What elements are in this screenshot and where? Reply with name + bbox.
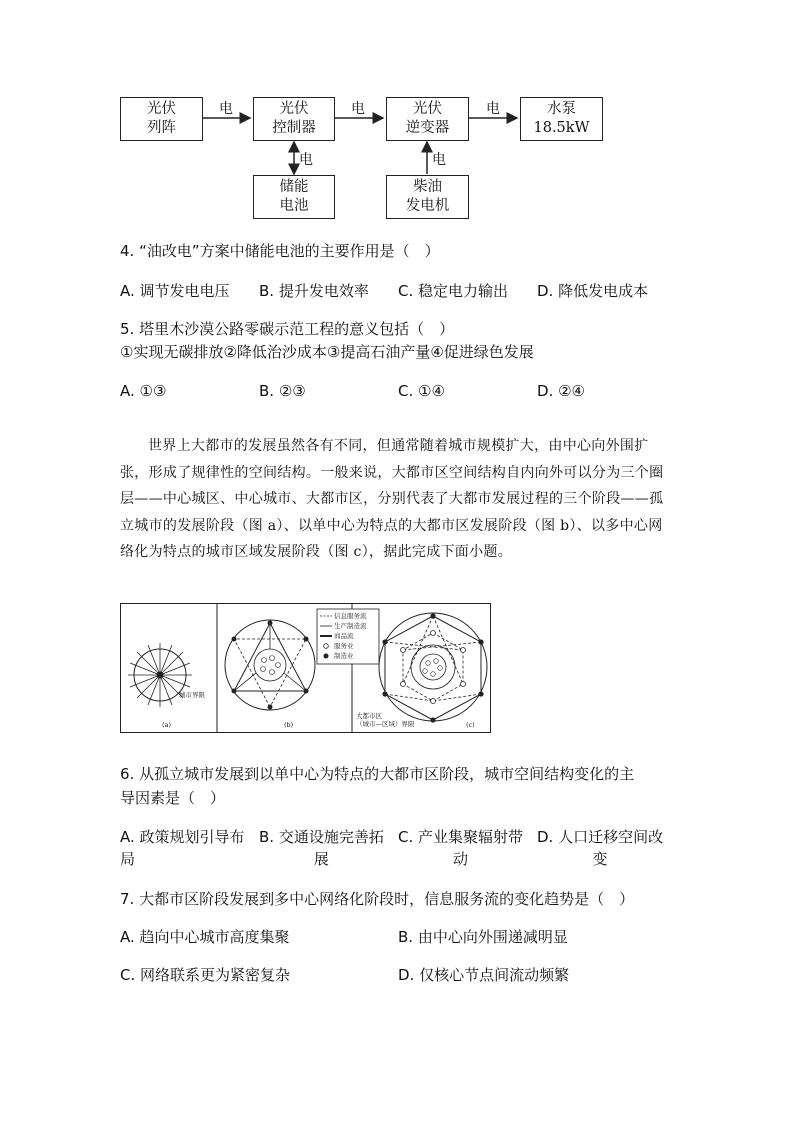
- q6-option-a-line-2: 局: [120, 850, 136, 868]
- pv-controller-label-1: 光伏: [279, 101, 309, 117]
- q6-option-b-line-1: B. 交通设施完善拓: [259, 828, 384, 846]
- diesel-label-1: 柴油: [413, 179, 442, 195]
- battery-box: [253, 175, 335, 219]
- q4-option-b[interactable]: B. 提升发电效率: [259, 282, 369, 300]
- diesel-box: [386, 175, 469, 219]
- question-4-stem: 4. “油改电”方案中储能电池的主要作用是（ ）: [120, 242, 440, 260]
- panel-label-c: (c): [466, 721, 475, 729]
- label-city-boundary: 城市界限: [179, 691, 205, 699]
- pump-label-2: 18.5kW: [533, 120, 590, 136]
- q4-option-d[interactable]: D. 降低发电成本: [537, 282, 649, 300]
- q6-option-b[interactable]: [259, 826, 384, 870]
- legend-manufacturing: 制造业: [334, 652, 354, 660]
- edge-label-2: 电: [351, 101, 365, 117]
- edge-label-5: 电: [432, 152, 446, 168]
- label-metro-area: 大都市区: [356, 712, 382, 720]
- battery-label-1: 储能: [279, 179, 309, 195]
- edge-label-4: 电: [299, 152, 313, 168]
- q7-option-a[interactable]: A. 趋向中心城市高度集聚: [120, 928, 290, 946]
- legend-info-flow: 信息服务流: [334, 612, 367, 620]
- pv-inverter-label-2: 逆变器: [405, 120, 450, 136]
- pv-controller-label-2: 控制器: [272, 120, 316, 136]
- label-region-boundary: （城市—区域）界限: [356, 720, 415, 728]
- q6-option-b-line-2: 展: [313, 850, 329, 868]
- pump-box: [520, 97, 603, 141]
- panel-label-a: (a): [162, 721, 172, 729]
- q5-option-b[interactable]: B. ②③: [259, 382, 306, 400]
- q6-option-d[interactable]: [537, 826, 663, 870]
- pv-array-label-1: 光伏: [147, 101, 176, 117]
- question-6-stem-line-1: 6. 从孤立城市发展到以单中心为特点的大都市区阶段，城市空间结构变化的主: [120, 765, 635, 783]
- edge-label-1: 电: [219, 101, 233, 117]
- question-7-stem: 7. 大都市区阶段发展到多中心网络化阶段时，信息服务流的变化趋势是（ ）: [120, 890, 635, 908]
- legend-production-flow: 生产制造流: [334, 622, 367, 630]
- pv-inverter-box: [386, 97, 469, 141]
- q6-option-c-line-2: 动: [453, 850, 469, 868]
- legend-commodity-flow: 商品流: [334, 632, 354, 640]
- legend-service: 服务业: [334, 642, 354, 650]
- question-6-stem-line-2: 导因素是（ ）: [120, 789, 226, 807]
- pv-controller-box: [253, 97, 335, 141]
- pump-label-1: 水泵: [547, 101, 576, 117]
- q7-option-b[interactable]: B. 由中心向外围递减明显: [398, 928, 568, 946]
- q6-option-d-line-1: D. 人口迁移空间改: [537, 828, 664, 846]
- q7-option-d[interactable]: D. 仅核心节点间流动频繁: [398, 966, 570, 984]
- reading-passage: 世界上大都市的发展虽然各有不同，但通常随着城市规模扩大，由中心向外围扩张，形成了规律性的空间结构。一般来说，大都市区空间结构自内向外可以分为三个圈层——中心城区、中心城市、大都市区，分别代表了大都市发展过程的三个阶段——孤立城市的发展阶段（图 a）、以单中心为特点的大都市区发展阶段（图 b）、以多中心网络化为特点的城市区域发展阶段（图 c），据此完成下面小题。: [120, 438, 664, 560]
- q4-option-c[interactable]: C. 稳定电力输出: [398, 282, 509, 300]
- panel-label-b: (b): [284, 721, 294, 729]
- q6-option-a[interactable]: [120, 826, 245, 870]
- battery-label-2: 电池: [279, 198, 309, 214]
- edge-label-3: 电: [486, 101, 500, 117]
- question-5-stem: 5. 塔里木沙漠公路零碳示范工程的意义包括（ ）: [120, 320, 455, 338]
- figure-legend: [317, 609, 379, 664]
- q6-option-d-line-2: 变: [592, 850, 608, 868]
- question-5-items: ①实现无碳排放②降低治沙成本③提高石油产量④促进绿色发展: [120, 343, 534, 361]
- pv-inverter-label-1: 光伏: [413, 101, 442, 117]
- q6-option-a-line-1: A. 政策规划引导布: [120, 828, 245, 846]
- q5-option-c[interactable]: C. ①④: [398, 382, 445, 400]
- q4-option-a[interactable]: A. 调节发电电压: [120, 282, 230, 300]
- q5-option-a[interactable]: A. ①③: [120, 382, 167, 400]
- pv-array-label-2: 列阵: [147, 120, 176, 136]
- city-structure-figure: [120, 603, 492, 733]
- q7-option-c[interactable]: C. 网络联系更为紧密复杂: [120, 966, 291, 984]
- diesel-label-2: 发电机: [405, 198, 450, 214]
- q5-option-d[interactable]: D. ②④: [537, 382, 585, 400]
- q6-option-c[interactable]: [398, 826, 523, 870]
- pv-array-box: [120, 97, 203, 141]
- q6-option-c-line-1: C. 产业集聚辐射带: [398, 828, 524, 846]
